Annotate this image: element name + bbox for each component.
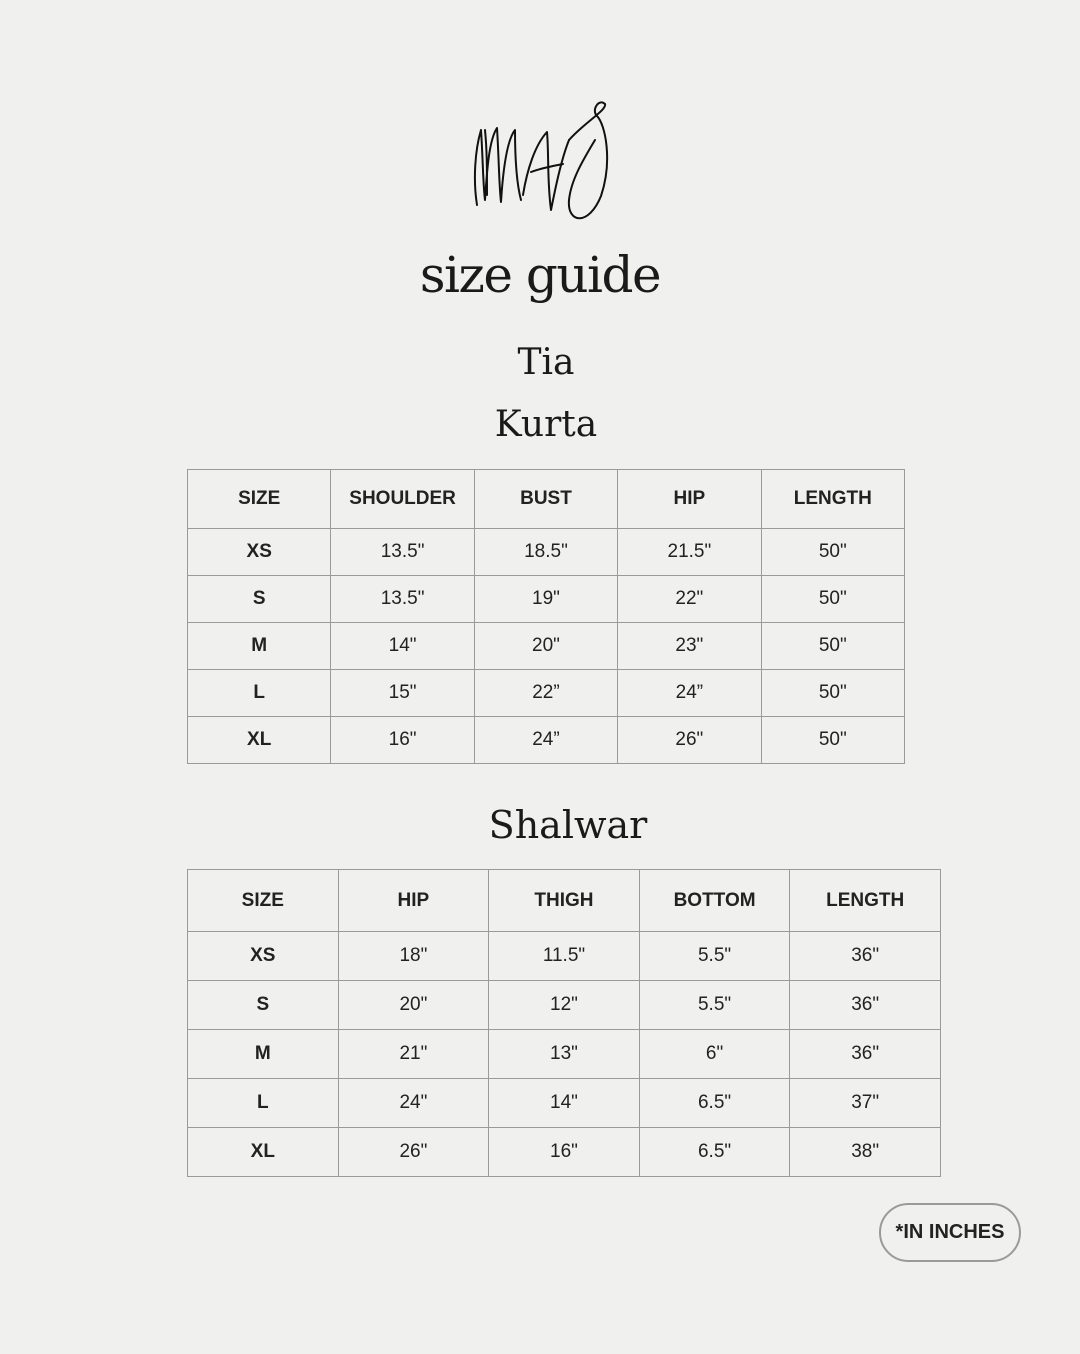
- column-header: SHOULDER: [331, 470, 474, 529]
- table-cell: 50": [761, 717, 904, 764]
- table-cell: 14": [331, 623, 474, 670]
- table-cell: 11.5": [489, 932, 640, 981]
- column-header: BUST: [474, 470, 617, 529]
- table-cell: 5.5": [639, 932, 790, 981]
- column-header: HIP: [338, 870, 489, 932]
- table-cell: 20": [474, 623, 617, 670]
- table-cell: 50": [761, 529, 904, 576]
- shalwar-size-table: [187, 869, 941, 1177]
- table-cell: 16": [489, 1128, 640, 1177]
- size-cell: M: [188, 623, 331, 670]
- table-cell: 36": [790, 932, 941, 981]
- kurta-heading: Kurta: [494, 404, 598, 445]
- table-row: [188, 1079, 941, 1128]
- table-cell: 13": [489, 1030, 640, 1079]
- table-row: [188, 1128, 941, 1177]
- table-cell: 50": [761, 623, 904, 670]
- kurta-size-table: [187, 469, 905, 764]
- table-row: [188, 576, 905, 623]
- table-cell: 15": [331, 670, 474, 717]
- size-cell: S: [188, 576, 331, 623]
- column-header: LENGTH: [761, 470, 904, 529]
- table-cell: 6.5": [639, 1128, 790, 1177]
- column-header: SIZE: [188, 870, 339, 932]
- size-cell: XL: [188, 1128, 339, 1177]
- table-row: [188, 529, 905, 576]
- table-row: [188, 717, 905, 764]
- table-row: [188, 1030, 941, 1079]
- table-cell: 18": [338, 932, 489, 981]
- table-cell: 21.5": [618, 529, 761, 576]
- column-header: SIZE: [188, 470, 331, 529]
- table-cell: 16": [331, 717, 474, 764]
- table-row: [188, 981, 941, 1030]
- table-row: [188, 623, 905, 670]
- table-cell: 24”: [474, 717, 617, 764]
- table-cell: 20": [338, 981, 489, 1030]
- table-cell: 6.5": [639, 1079, 790, 1128]
- table-cell: 38": [790, 1128, 941, 1177]
- table-cell: 18.5": [474, 529, 617, 576]
- units-badge: *IN INCHES: [879, 1203, 1021, 1262]
- table-cell: 37": [790, 1079, 941, 1128]
- column-header: BOTTOM: [639, 870, 790, 932]
- table-cell: 22”: [474, 670, 617, 717]
- table-cell: 6": [639, 1030, 790, 1079]
- table-cell: 22": [618, 576, 761, 623]
- column-header: THIGH: [489, 870, 640, 932]
- table-cell: 13.5": [331, 529, 474, 576]
- size-cell: S: [188, 981, 339, 1030]
- size-cell: XL: [188, 717, 331, 764]
- size-cell: L: [188, 1079, 339, 1128]
- table-cell: 36": [790, 1030, 941, 1079]
- table-cell: 50": [761, 670, 904, 717]
- table-row: [188, 932, 941, 981]
- size-cell: XS: [188, 529, 331, 576]
- table-cell: 14": [489, 1079, 640, 1128]
- table-cell: 21": [338, 1030, 489, 1079]
- table-cell: 50": [761, 576, 904, 623]
- table-cell: 26": [618, 717, 761, 764]
- shalwar-heading: Shalwar: [488, 803, 648, 847]
- table-cell: 5.5": [639, 981, 790, 1030]
- page-title: size guide: [419, 246, 661, 304]
- size-cell: XS: [188, 932, 339, 981]
- brand-logo-text: [0, 0, 1, 1]
- table-cell: 36": [790, 981, 941, 1030]
- table-header-row: [188, 870, 941, 932]
- product-name: Tia: [517, 342, 575, 383]
- table-cell: 24”: [618, 670, 761, 717]
- column-header: HIP: [618, 470, 761, 529]
- column-header: LENGTH: [790, 870, 941, 932]
- table-cell: 12": [489, 981, 640, 1030]
- brand-logo: [465, 100, 615, 230]
- size-cell: M: [188, 1030, 339, 1079]
- table-row: [188, 670, 905, 717]
- table-cell: 19": [474, 576, 617, 623]
- table-cell: 24": [338, 1079, 489, 1128]
- table-cell: 23": [618, 623, 761, 670]
- table-cell: 26": [338, 1128, 489, 1177]
- table-cell: 13.5": [331, 576, 474, 623]
- table-header-row: [188, 470, 905, 529]
- size-cell: L: [188, 670, 331, 717]
